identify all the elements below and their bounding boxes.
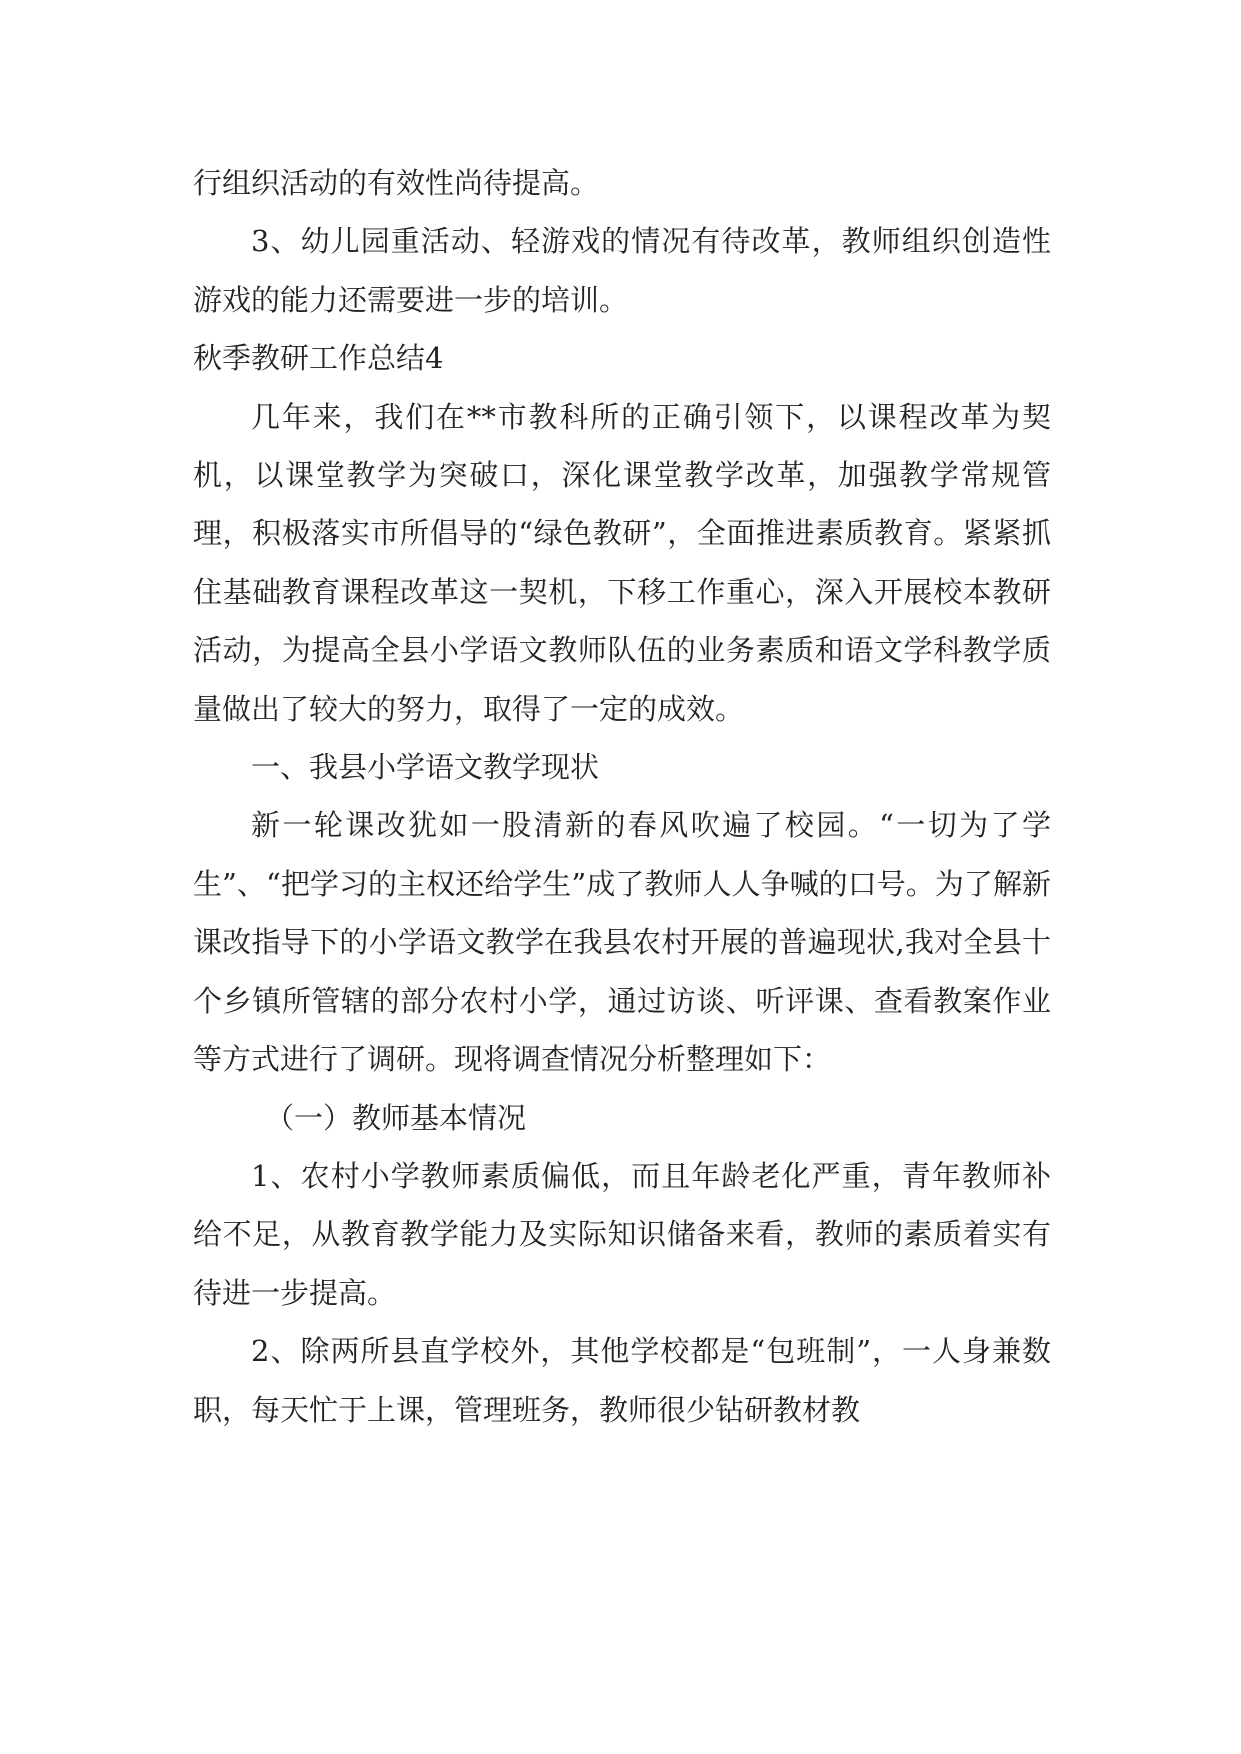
section-heading-1: 一、我县小学语文教学现状 [251,750,600,785]
document-body [193,154,1051,1439]
paragraph-survey: 新一轮课改犹如一股清新的春风吹遍了校园。“一切为了学生”、“把学习的主权还给学生”成了教师人人争喊的口号。为了解新课改指导下的小学语文教学在我县农村开展的普遍现状,我对全县十个乡镇所管辖的部分农村小学，通过访谈、听评课、查看教案作业等方式进行了调研。现将调查情况分析整理如下： [193,808,1051,1077]
paragraph-point-1: 1、农村小学教师素质偏低，而且年龄老化严重，青年教师补给不足，从教育教学能力及实际知识储备来看，教师的素质着实有待进一步提高。 [193,1158,1051,1310]
section-title: 秋季教研工作总结4 [193,341,444,376]
paragraph-continuation: 行组织活动的有效性尚待提高。 [193,166,600,200]
paragraph-point-2: 2、除两所县直学校外，其他学校都是“包班制”，一人身兼数职，每天忙于上课，管理班务，教师很少钻研教材教 [193,1334,1051,1427]
paragraph-item-3: 3、幼儿园重活动、轻游戏的情况有待改革，教师组织创造性游戏的能力还需要进一步的培训。 [193,224,1051,317]
paragraph-intro: 几年来，我们在**市教科所的正确引领下，以课程改革为契机，以课堂教学为突破口，深化课堂教学改革，加强教学常规管理，积极落实市所倡导的“绿色教研”，全面推进素质教育。紧紧抓住基础教育课程改革这一契机，下移工作重心，深入开展校本教研活动，为提高全县小学语文教师队伍的业务素质和语文学科教学质量做出了较大的努力，取得了一定的成效。 [193,399,1051,726]
subsection-heading-1: （一）教师基本情况 [265,1100,527,1135]
